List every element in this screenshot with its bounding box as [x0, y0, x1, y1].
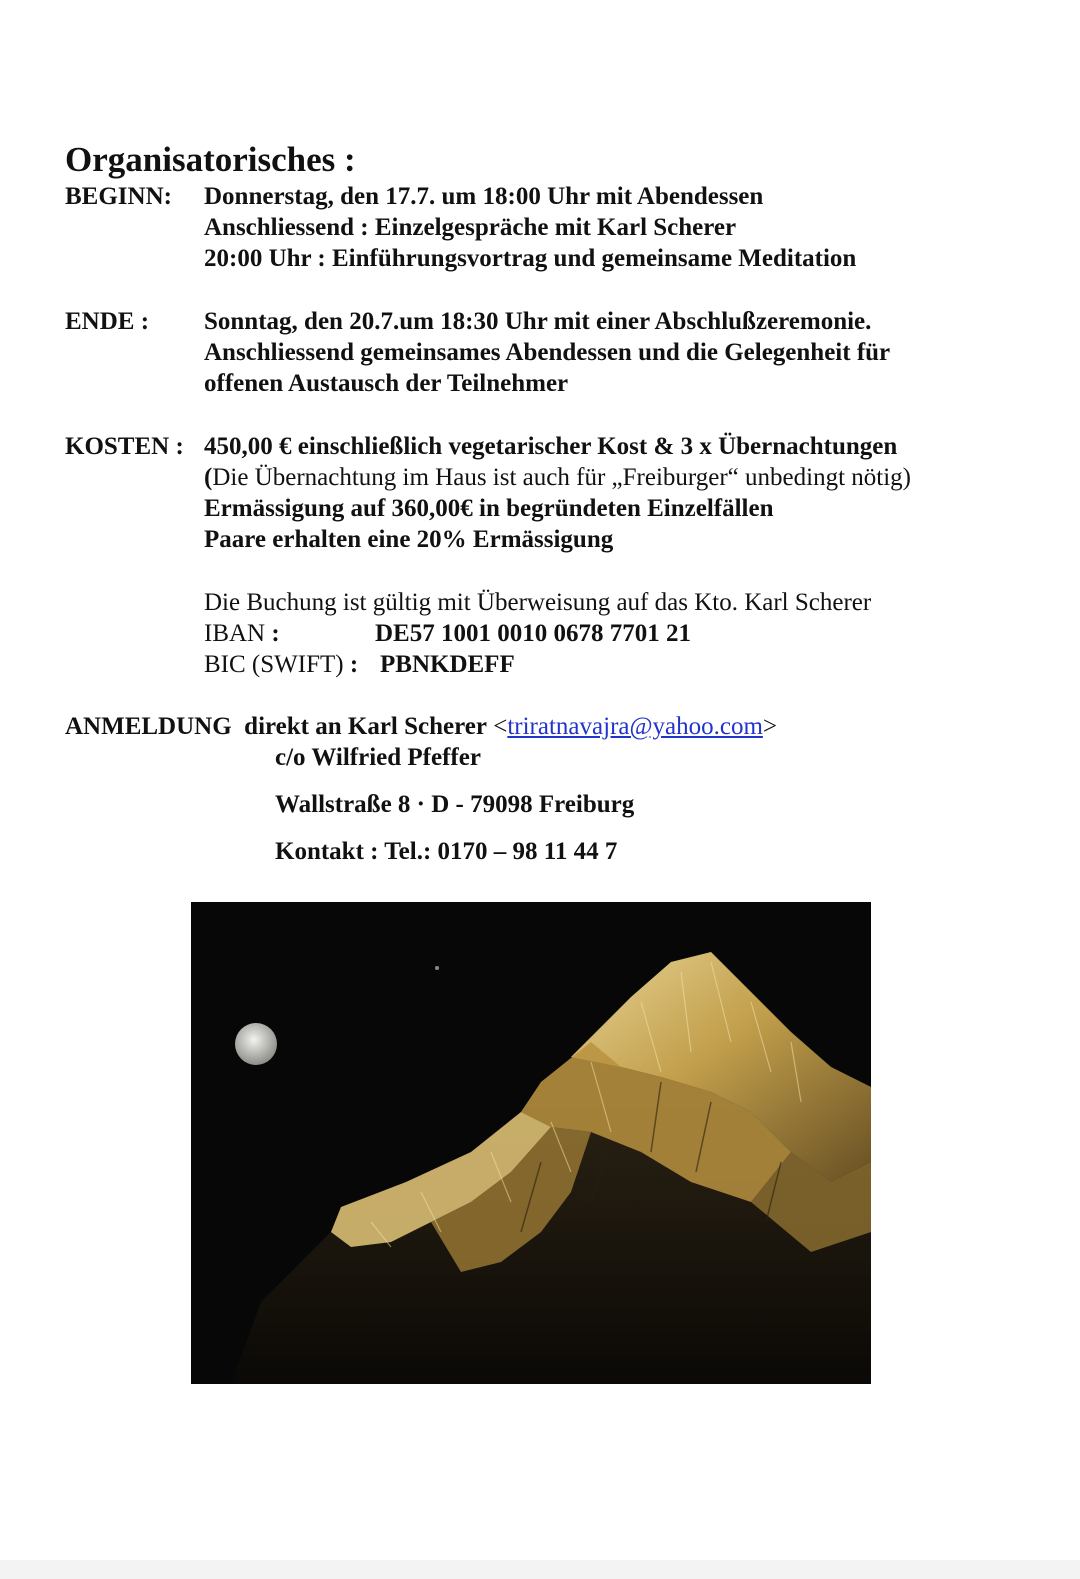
ende-line-2: Anschliessend gemeinsames Abendessen und die Gelegenheit für — [204, 339, 891, 366]
kosten-line-1: 450,00 € einschließlich vegetarischer Kost & 3 x Übernachtungen — [204, 433, 898, 460]
kosten-paren: ( — [204, 464, 213, 491]
kosten-line-3: Ermässigung auf 360,00€ in begründeten Einzelfällen — [204, 495, 774, 522]
kosten-line-4: Paare erhalten eine 20% Ermässigung — [204, 526, 614, 553]
email-close-bracket: > — [762, 713, 778, 740]
ende-line-3: offenen Austausch der Teilnehmer — [204, 370, 569, 397]
mountain-moon-photo — [191, 902, 871, 1384]
contact: Kontakt : Tel.: 0170 – 98 11 44 7 — [275, 838, 618, 865]
bic-row — [204, 649, 358, 680]
anmeldung-text: direkt an Karl Scherer — [244, 713, 487, 740]
iban-value: DE57 1001 0010 0678 7701 21 — [375, 620, 691, 647]
anmeldung-label: ANMELDUNG — [65, 713, 232, 740]
bottom-bar — [0, 1560, 1080, 1579]
bic-colon: : — [349, 651, 359, 678]
ende-line-1: Sonntag, den 20.7.um 18:30 Uhr mit einer Abschlußzeremonie. — [204, 308, 872, 335]
kosten-label: KOSTEN : — [65, 433, 184, 460]
beginn-line-2: Anschliessend : Einzelgespräche mit Karl Scherer — [204, 214, 737, 241]
beginn-label: BEGINN: — [65, 183, 172, 210]
kosten-line-2 — [204, 462, 911, 493]
beginn-line-3: 20:00 Uhr : Einführungsvortrag und gemeinsame Meditation — [204, 245, 857, 272]
anmeldung-row — [65, 711, 777, 742]
iban-colon: : — [271, 620, 280, 647]
kosten-note: Die Übernachtung im Haus ist auch für „Freiburger“ unbedingt nötig) — [212, 464, 911, 491]
iban-row — [204, 618, 280, 649]
page-title: Organisatorisches : — [65, 140, 356, 179]
email-link[interactable]: triratnavajra@yahoo.com — [507, 713, 763, 740]
beginn-line-1: Donnerstag, den 17.7. um 18:00 Uhr mit Abendessen — [204, 183, 764, 210]
moon — [235, 1023, 277, 1065]
ende-label: ENDE : — [65, 308, 150, 335]
bic-value: PBNKDEFF — [380, 651, 515, 678]
care-of: c/o Wilfried Pfeffer — [275, 744, 481, 771]
email-open-bracket: < — [493, 713, 508, 740]
address: Wallstraße 8 · D - 79098 Freiburg — [275, 791, 635, 818]
bic-label: BIC (SWIFT) — [204, 651, 344, 678]
iban-label: IBAN — [204, 620, 266, 647]
bank-intro: Die Buchung ist gültig mit Überweisung auf das Kto. Karl Scherer — [204, 589, 872, 616]
